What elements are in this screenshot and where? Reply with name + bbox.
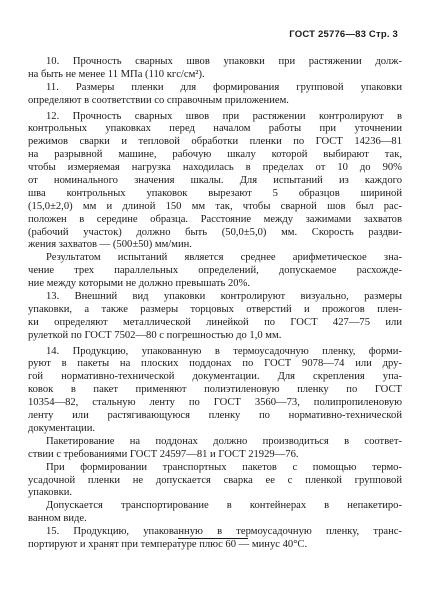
page-header: ГОСТ 25776—83 Стр. 3 xyxy=(289,29,398,40)
text-line: 11. Размеры пленки для формирования групповой упаковки xyxy=(46,81,402,93)
text-line: При формировании транспортных пакетов с помощью термо- xyxy=(46,461,402,473)
paragraph xyxy=(28,252,402,291)
text-line: положен в середине образца. Расстояние между зажимами захватов xyxy=(28,213,402,225)
document-body xyxy=(28,56,402,552)
paragraph xyxy=(28,462,402,501)
text-line: (15,0±2,0) мм и длиной 150 мм так, чтобы сварной шов был рас- xyxy=(28,200,402,212)
text-line: ки определяют металлической линейкой по ГОСТ 427—75 или xyxy=(28,316,402,328)
text-line: руют в пакеты на плоских поддонах по ГОСТ 9078—74 или дру- xyxy=(28,358,402,370)
text-line: ствии с требованиями ГОСТ 24597—81 и ГОСТ 21929—76. xyxy=(28,448,299,460)
text-line: жения захватов — (500±50) мм/мин. xyxy=(28,239,192,251)
text-line: гой нормативно-технической документации. Для скрепления упа- xyxy=(28,371,402,383)
text-line: ние между которыми не должно превышать 20%. xyxy=(28,278,251,290)
text-line: 14. Продукцию, упакованную в термоусадочную пленку, форми- xyxy=(46,345,402,357)
text-line: Пакетирование на поддонах должно производиться в соответ- xyxy=(46,435,402,447)
text-line: 10. Прочность сварных швов упаковки при растяжении долж- xyxy=(46,56,402,67)
text-line: чение трех параллельных определений, допускаемое расхожде- xyxy=(28,265,402,277)
text-line: чтобы измеряемая нагрузка находилась в пределах от 10 до 90% xyxy=(28,162,402,174)
text-line: 12. Прочность сварных швов при растяжении контролируют в xyxy=(46,110,402,122)
end-rule xyxy=(178,538,248,539)
paragraph xyxy=(28,82,402,108)
text-line: Допускается транспортирование в контейнерах в непакетиро- xyxy=(46,500,402,512)
paragraph xyxy=(28,346,402,436)
paragraph xyxy=(28,500,402,526)
paragraph xyxy=(28,111,402,253)
text-line: Результатом испытаний является среднее арифметическое зна- xyxy=(46,252,402,264)
text-line: упаковки. xyxy=(28,487,73,499)
text-line: определяют в соответствии со справочным приложением. xyxy=(28,94,289,106)
text-line: контрольных упаковках перед началом работы при уточнении xyxy=(28,123,402,135)
paragraph xyxy=(28,56,402,82)
text-line: документации. xyxy=(28,422,96,434)
text-line: режимов сварки и тепловой обработки пленки по ГОСТ 14236—81 xyxy=(28,136,402,148)
text-line: 13. Внешний вид упаковки контролируют визуально, размеры xyxy=(46,291,402,303)
text-line: от номинального значения шкалы. Для испытаний из каждого xyxy=(28,175,402,187)
text-line: упаковки, а также размеры торцовых отверстий и прожогов плен- xyxy=(28,303,402,315)
text-line: ванном виде. xyxy=(28,513,87,525)
paragraph xyxy=(28,436,402,462)
text-line: рулеткой по ГОСТ 7502—80 с погрешностью до 1,0 мм. xyxy=(28,329,282,341)
paragraph xyxy=(28,291,402,343)
text-line: 15. Продукцию, упакованную в термоусадочную пленку, транс- xyxy=(46,526,402,538)
text-line: портируют и хранят при температуре плюс 60 — минус 40°С. xyxy=(28,538,308,550)
text-line: 10354—82, стальную ленту по ГОСТ 3560—73, полипропиленовую xyxy=(28,397,402,409)
text-line: ленту или растягивающуюся пленку по нормативно-технической xyxy=(28,410,402,422)
text-line: на быть не менее 11 МПа (110 кгс/см²). xyxy=(28,68,205,80)
text-line: шва контрольных упаковок вырезают 5 образцов шириной xyxy=(28,187,402,199)
text-line: усадочной пленки не допускается сварка ее с пленкой групповой xyxy=(28,474,402,486)
text-line: ковок в пакет применяют полиэтиленовую пленку по ГОСТ xyxy=(28,384,402,396)
text-line: (рабочий участок) должно быть (50,0±5,0) мм. Скорость раздви- xyxy=(28,226,402,238)
text-line: на разрывной машине, рабочую шкалу которой выбирают так, xyxy=(28,149,402,161)
